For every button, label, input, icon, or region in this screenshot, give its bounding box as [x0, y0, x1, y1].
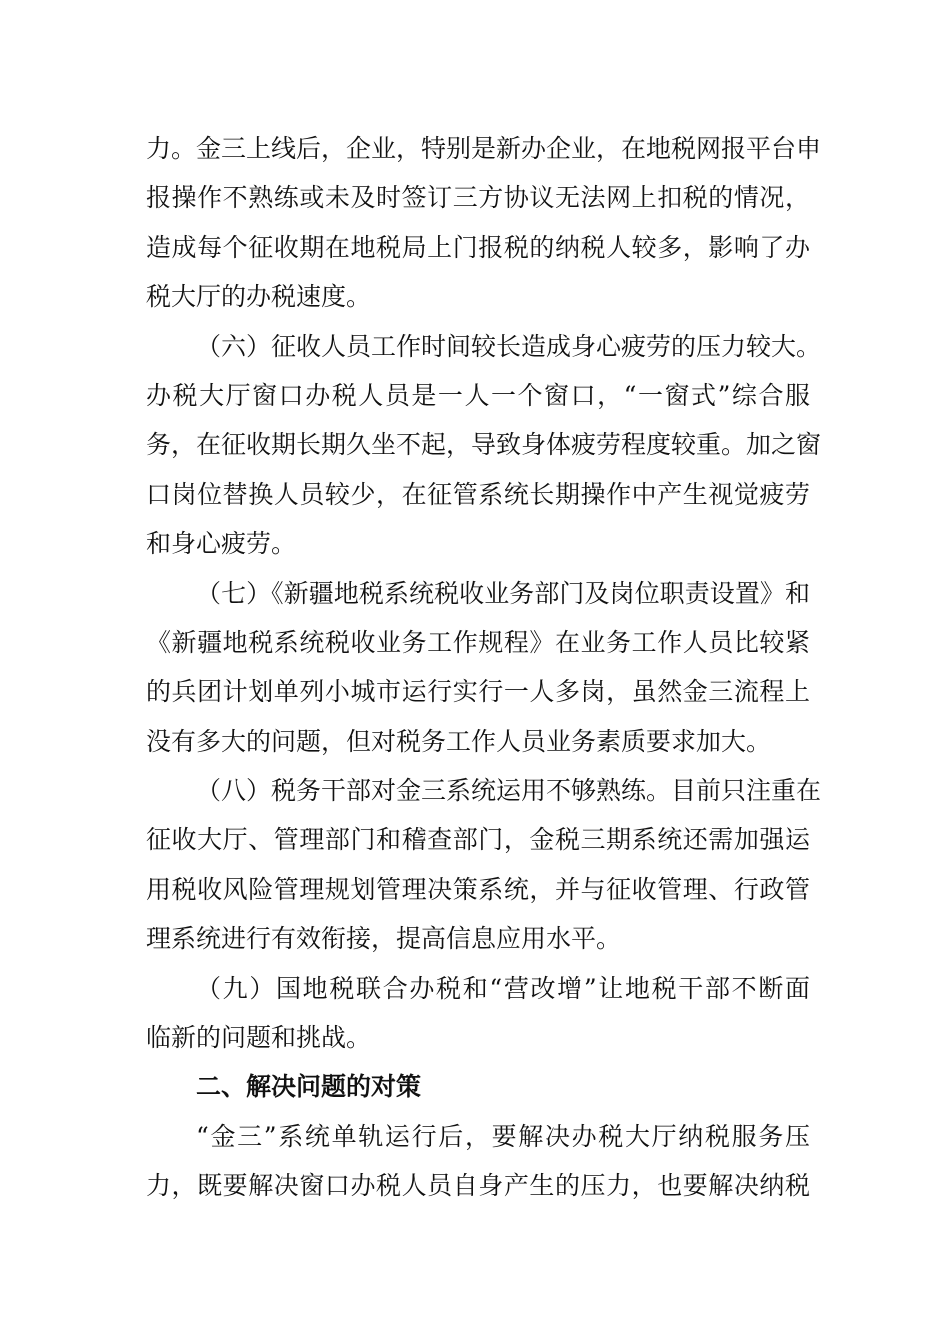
paragraph-line: 口岗位替换人员较少，在征管系统长期操作中产生视觉疲劳 — [146, 479, 810, 509]
paragraph-line: （七）《新疆地税系统税收业务部门及岗位职责设置》和 — [196, 578, 810, 608]
paragraph-line: “金三”系统单轨运行后，要解决办税大厅纳税服务压 — [196, 1121, 810, 1151]
paragraph-line: 征收大厅、管理部门和稽查部门，金税三期系统还需加强运 — [146, 825, 810, 855]
document-body — [146, 124, 822, 1211]
paragraph-line: 办税大厅窗口办税人员是一人一个窗口，“一窗式”综合服 — [146, 380, 810, 410]
paragraph-line: （六）征收人员工作时间较长造成身心疲劳的压力较大。 — [196, 331, 822, 361]
section-heading: 二、解决问题的对策 — [196, 1072, 422, 1102]
paragraph-line: 的兵团计划单列小城市运行实行一人多岗，虽然金三流程上 — [146, 677, 810, 707]
paragraph-line: 造成每个征收期在地税局上门报税的纳税人较多，影响了办 — [146, 232, 810, 262]
paragraph-line: （八）税务干部对金三系统运用不够熟练。目前只注重在 — [196, 776, 822, 806]
paragraph-line: 用税收风险管理规划管理决策系统，并与征收管理、行政管 — [146, 874, 810, 904]
paragraph-line: 没有多大的问题，但对税务工作人员业务素质要求加大。 — [146, 726, 772, 756]
paragraph-line: （九）国地税联合办税和“营改增”让地税干部不断面 — [196, 973, 810, 1003]
paragraph-line: 力，既要解决窗口办税人员自身产生的压力，也要解决纳税 — [146, 1171, 810, 1201]
paragraph-line: 务，在征收期长期久坐不起，导致身体疲劳程度较重。加之窗 — [146, 430, 822, 460]
paragraph-line: 报操作不熟练或未及时签订三方协议无法网上扣税的情况， — [146, 183, 810, 213]
paragraph-line: 临新的问题和挑战。 — [146, 1023, 372, 1053]
paragraph-line: 和身心疲劳。 — [146, 529, 297, 559]
paragraph-line: 《新疆地税系统税收业务工作规程》在业务工作人员比较紧 — [146, 627, 810, 657]
paragraph-line: 税大厅的办税速度。 — [146, 282, 372, 312]
paragraph-line: 理系统进行有效衔接，提高信息应用水平。 — [146, 924, 622, 954]
paragraph-line: 力。金三上线后，企业，特别是新办企业，在地税网报平台申 — [146, 134, 822, 163]
